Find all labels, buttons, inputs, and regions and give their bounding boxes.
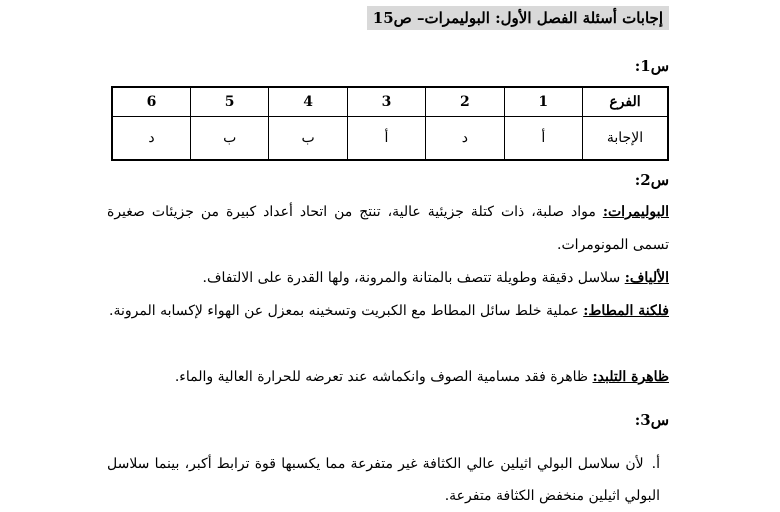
branch-header: الفرع [583,87,669,117]
branch-number: 5 [190,87,268,117]
answer-cell: ب [190,117,268,161]
branch-number: 2 [426,87,504,117]
item-letter: أ. [651,456,660,472]
branch-number: 6 [112,87,190,117]
question-3-label: س3: [634,411,669,429]
definition-felting [107,361,669,394]
definition-fibers [107,262,669,295]
table-answer-row [112,117,668,161]
definition-term: ظاهرة التلبد: [592,369,669,385]
definition-term: الألياف: [624,270,669,286]
definition-text: عملية خلط سائل المطاط مع الكبريت وتسخينه بمعزل عن الهواء لإكسابه المرونة. [109,303,584,319]
branch-number: 3 [347,87,425,117]
branch-number: 1 [504,87,582,117]
answer-cell: أ [504,117,582,161]
answer-header: الإجابة [583,117,669,161]
definition-term: البوليمرات: [602,204,669,220]
definition-term: فلكنة المطاط: [583,303,669,319]
answer-cell: د [112,117,190,161]
question-1-label: س1: [634,57,669,75]
answers-table [111,86,669,161]
definition-text: مواد صلبة، ذات كتلة جزيئية عالية، تنتج من اتحاد أعداد كبيرة من جزيئات صغيرة تسمى المونومرات. [107,204,669,253]
answer-cell: ب [269,117,347,161]
question-2-label: س2: [634,171,669,189]
definition-text: سلاسل دقيقة وطويلة تتصف بالمتانة والمرونة، ولها القدرة على الالتفاف. [202,270,625,286]
item-text: لأن سلاسل البولي اثيلين عالي الكثافة غير متفرعة مما يكسبها قوة ترابط أكبر، بينما سلاسل البولي اثيلين منخفض الكثافة متفرعة. [107,456,660,504]
branch-number: 4 [269,87,347,117]
table-header-row [112,87,668,117]
answer-item-a [107,448,660,512]
answer-cell: د [426,117,504,161]
definition-text: ظاهرة فقد مسامية الصوف وانكماشه عند تعرضه للحرارة العالية والماء. [174,369,593,385]
answer-cell: أ [347,117,425,161]
definition-vulcanization [107,295,669,328]
definition-polymers [107,196,669,262]
page-title: إجابات أسئلة الفصل الأول: البوليمرات– ص15 [367,6,669,30]
